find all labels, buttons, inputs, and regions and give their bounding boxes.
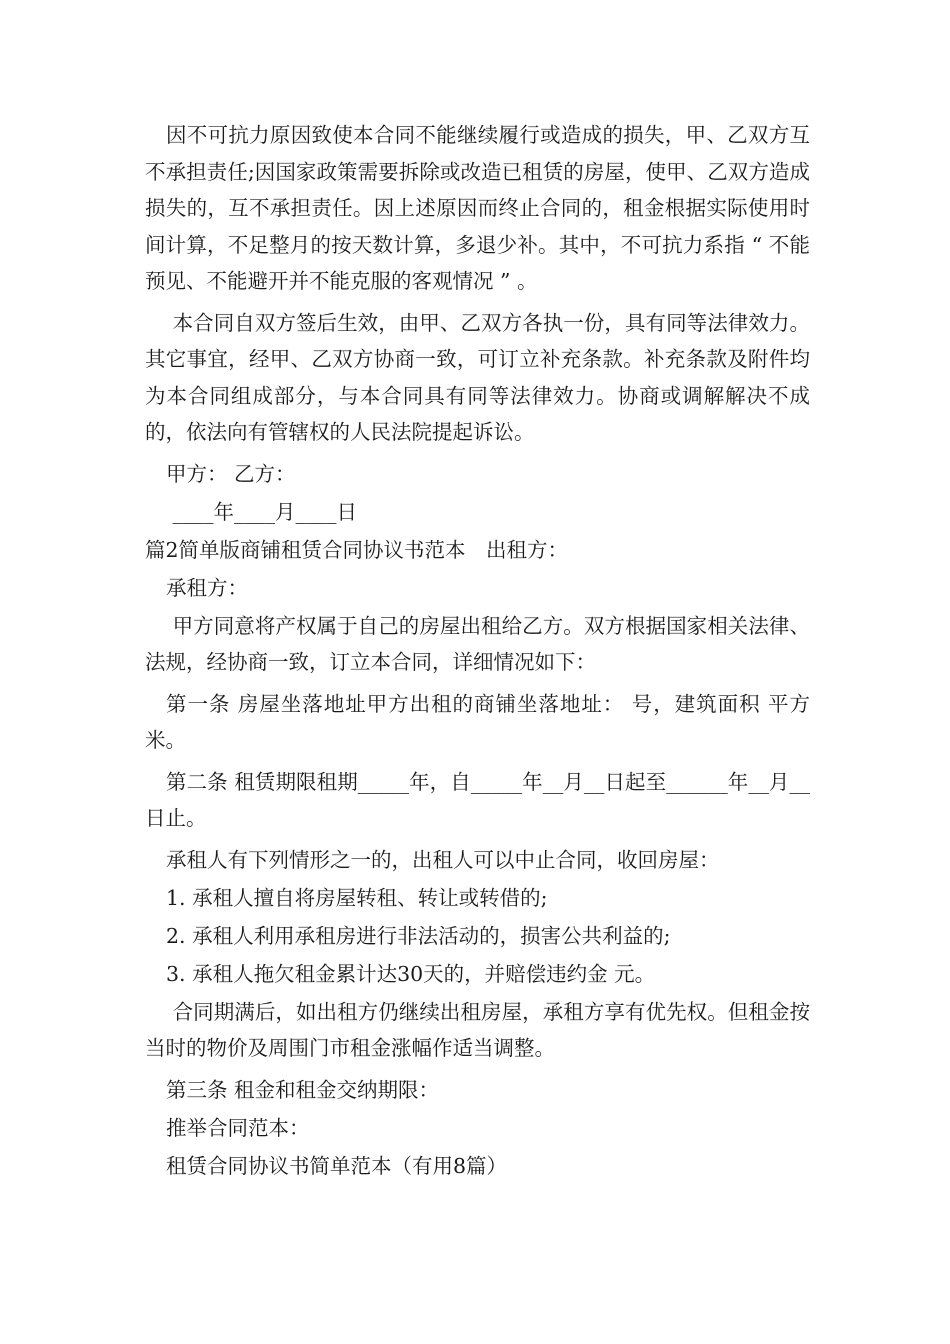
clause-third: 第三条 租金和租金交纳期限： — [166, 1077, 440, 1102]
list-item: 2. 承租人利用承租房进行非法活动的，损害公共利益的; — [166, 923, 671, 948]
clause-second: 第二条 租赁期限租期_____年，自_____年__月__日起至______年__月__日止。 — [145, 769, 810, 830]
paragraph-effectiveness: 本合同自双方签后生效，由甲、乙双方各执一份，具有同等法律效力。其它事宜，经甲、乙双方协商一致，可订立补充条款。补充条款及附件均为本合同组成部分，与本合同具有同等法律效力。协商或调解解决不成的，依法向有管辖权的人民法院提起诉讼。 — [145, 310, 810, 444]
lessee-label: 承租方： — [166, 575, 248, 600]
paragraph-force-majeure: 因不可抗力原因致使本合同不能继续履行或造成的损失，甲、乙双方互不承担责任;因国家政策需要拆除或改造已租赁的房屋，使甲、乙双方造成损失的，互不承担责任。因上述原因而终止合同的，租金根据实际使用时间计算，不足整月的按天数计算，多退少补。其中，不可抗力系指 “ 不能预见、不能避开并不能克服的客观情况 ” 。 — [145, 123, 810, 293]
list-item: 1. 承租人擅自将房屋转租、转让或转借的; — [166, 885, 548, 910]
clause-first: 第一条 房屋坐落地址甲方出租的商铺坐落地址： 号，建筑面积 平方米。 — [145, 691, 810, 752]
recommend-label: 推举合同范本： — [166, 1115, 310, 1140]
paragraph-intro: 甲方同意将产权属于自己的房屋出租给乙方。双方根据国家相关法律、法规，经协商一致，订立本合同，详细情况如下： — [145, 613, 810, 674]
section-heading: 篇2简单版商铺租赁合同协议书范本 出租方： — [145, 537, 569, 562]
recommend-link[interactable]: 租赁合同协议书简单范本（有用8篇） — [166, 1153, 508, 1178]
paragraph-renewal: 合同期满后，如出租方仍继续出租房屋，承租方享有优先权。但租金按当时的物价及周围门市租金涨幅作适当调整。 — [145, 999, 810, 1060]
signature-parties: 甲方： 乙方： — [166, 461, 296, 486]
signature-date: ____年____月____日 — [166, 499, 358, 524]
termination-intro: 承租人有下列情形之一的，出租人可以中止合同，收回房屋： — [166, 847, 720, 872]
list-item: 3. 承租人拖欠租金累计达30天的，并赔偿违约金 元。 — [166, 961, 656, 986]
document-body — [145, 117, 810, 1186]
